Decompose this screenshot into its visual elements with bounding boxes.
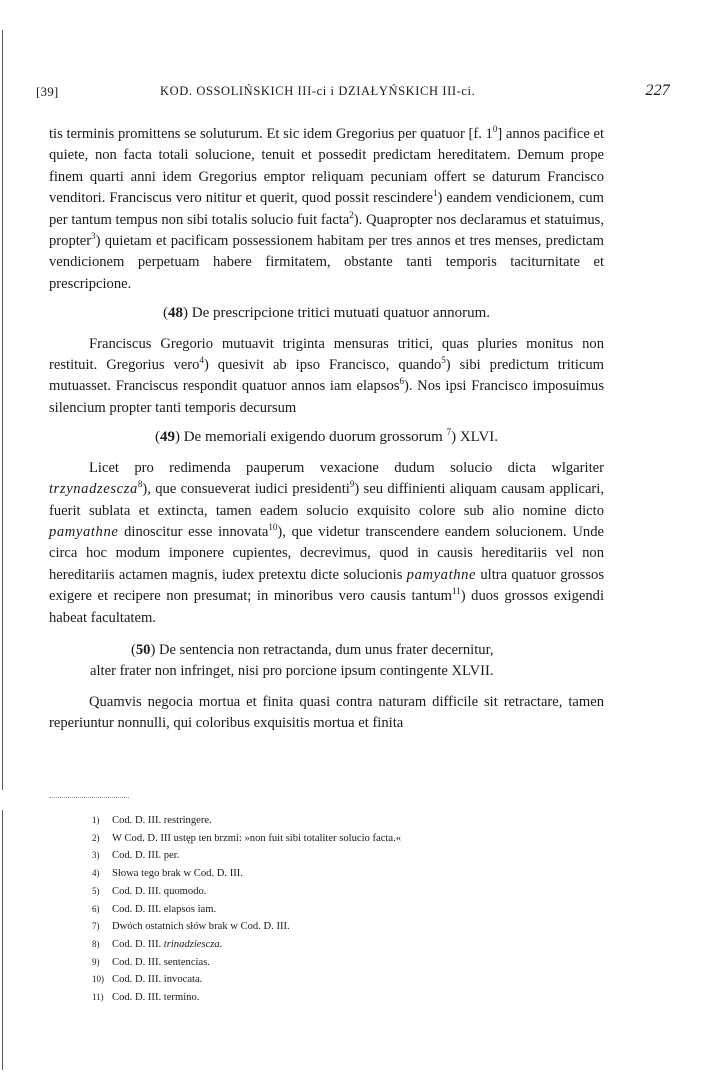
footnote: 9) Cod. D. III. sentencias. bbox=[92, 956, 210, 968]
section-heading-49: (49) De memoriali exigendo duorum grossorum $^7$) XLVI. bbox=[154, 427, 499, 446]
page-reference: [39] bbox=[36, 84, 59, 99]
footnote: 3) Cod. D. III. per. bbox=[92, 850, 180, 862]
footnotes bbox=[92, 812, 592, 1007]
footnote: 8) Cod. D. III. trinadziescza. bbox=[92, 938, 223, 950]
footnote-ref: 7 bbox=[446, 427, 452, 438]
footnote-ref: 4 bbox=[199, 355, 204, 366]
paragraph-continued: tis terminis promittens se soluturum. Et sic idem Gregorius per quatuor [f. $1^0$] annos pacifice et quiete, non facta totali solucione, tenuit et possedit predictam hereditatem. Demum prope finem quarti anni idem Gregorius emptor reliquam pecuniam offert se daturum Francisco venditori. Franciscus vero nititur et querit, quod possit rescindere$^1$) eandem vendicionem, cum per tantum tempus non sibi totalis solucio fuit facta$^2$). Quapropter nos declaramus et statuimus, propter$^3$) quietam et pacificam possessionem habitam per tres annos et tres menses, predictam vendicionem perpetuam habere firmitatem, obstante tanti temporis taciturnitate et prescripcione. bbox=[49, 124, 605, 292]
running-title: KOD. OSSOLIŃSKICH III-ci i DZIAŁYŃSKICH III-ci. bbox=[160, 84, 476, 98]
paragraph-49: Licet pro redimenda pauperum vexacione dudum solucio dicta wlgariter trzynadzescza$^8$), que consueverat iudici presidenti$^9$) seu diffinienti aliquam causam applicari, fuerit sublata et extincta, tamen eadem solucio exquisito colore sub alio nomine dicto pamyathne dinoscitur esse innovata$^{10}$), que videtur transcendere eandem solucionem. Unde circa hoc modum imponere cupientes, decrevimus, quod in causis hereditariis vel non hereditariis actamen magnis, iudex pretextu dicte solucionis pamyathne ultra quatuor grossos exigere et recipere non presumat; in minoribus vero causis tantum$^{11}$) duos grossos exigendi habeat facultatem. bbox=[49, 459, 604, 626]
polish-term: pamyathne bbox=[406, 566, 477, 583]
footnote-ref: 5 bbox=[441, 355, 446, 366]
footnote: 11) Cod. D. III. termino. bbox=[92, 992, 200, 1004]
footnote: 2) W Cod. D. III ustęp ten brzmi: »non fuit sibi totaliter solucio facta.« bbox=[92, 832, 402, 844]
footnote: 7) Dwóch ostatnich słów brak w Cod. D. III. bbox=[92, 921, 290, 933]
footnote-ref: 2 bbox=[349, 209, 354, 220]
footnote-ref: 11 bbox=[452, 586, 461, 597]
page-edge-shadow bbox=[2, 30, 3, 790]
footnote: 1) Cod. D. III. restringere. bbox=[92, 815, 212, 826]
paragraph-50: Quamvis negocia mortua et finita quasi contra naturam difficile sit retractare, tamen reperiuntur nonnulli, qui coloribus exquisitis mortua et finita bbox=[49, 693, 604, 732]
section-heading-48: (48) De prescripcione tritici mutuati quatuor annorum. bbox=[163, 305, 490, 322]
section-heading-50: (50) De sentencia non retractanda, dum unus frater decernitur, alter frater non infringet, nisi pro porcione ipsum contingente XLVII. bbox=[90, 641, 494, 680]
footnote-ref: 1 bbox=[433, 188, 438, 199]
footnote-ref: 6 bbox=[399, 376, 404, 387]
footnote: 6) Cod. D. III. elapsos iam. bbox=[92, 903, 217, 915]
footnote-separator bbox=[49, 797, 129, 798]
footnote: 10) Cod. D. III. invocata. bbox=[92, 974, 203, 986]
running-header bbox=[36, 84, 670, 104]
page-edge-shadow-lower bbox=[2, 810, 3, 1070]
footnote: 5) Cod. D. III. quomodo. bbox=[92, 885, 207, 897]
polish-term: pamyathne bbox=[49, 523, 119, 540]
polish-term: trzynadzescza bbox=[49, 481, 138, 498]
page-number: 227 bbox=[645, 82, 670, 99]
footnote-ref: 3 bbox=[91, 231, 96, 242]
main-text bbox=[49, 124, 604, 735]
footnote-ref: 10 bbox=[268, 522, 278, 533]
footnote: 4) Słowa tego brak w Cod. D. III. bbox=[92, 868, 243, 880]
paragraph-48: Franciscus Gregorio mutuavit triginta mensuras tritici, quas pluries monitus non restituit. Gregorius vero$^4$) quesivit ab ipso Francisco, quando$^5$) sibi predictum triticum mutuasset. Franciscus respondit quatuor annos iam elapsos$^6$). Nos ipsi Francisco imposuimus silencium propter tanti temporis decursum bbox=[49, 335, 604, 416]
footnote-ref: 8 bbox=[137, 479, 143, 490]
footnote-ref: 9 bbox=[349, 479, 355, 490]
